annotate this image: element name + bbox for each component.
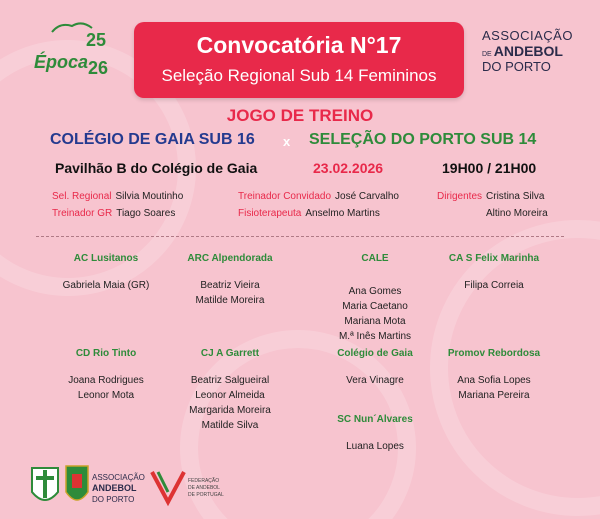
staff-name: Cristina Silva [486,191,545,202]
club-block [36,348,176,403]
versus-mark: x [283,134,291,149]
player-name: Luana Lopes [346,441,404,452]
club-name: CD Rio Tinto [75,348,137,359]
footer-fap-line1: FEDERAÇÃO [188,478,220,484]
player-name: Ana Sofia Lopes [457,375,531,386]
player-name: Ana Gomes [348,286,402,297]
staff-role: Dirigentes [437,191,483,202]
player-name: Joana Rodrigues [68,375,144,386]
player-name: Vera Vinagre [346,375,404,386]
association-crest-icon [66,466,88,500]
player-name: Matilde Moreira [195,295,265,306]
staff-name: José Carvalho [335,191,399,202]
match-date: 23.02.2026 [313,160,384,176]
divider [36,236,564,237]
footer-assoc-line3: DO PORTO [92,495,135,504]
club-name: CA S Felix Marinha [448,253,540,264]
staff-entry [238,208,380,219]
assoc-logo-line2: ANDEBOL [493,43,563,59]
staff-role: Fisioterapeuta [238,208,302,219]
staff-entry [437,191,544,202]
match-time: 19H00 / 21H00 [442,160,537,176]
club-name: ARC Alpendorada [187,253,273,264]
player-name: Margarida Moreira [189,405,271,416]
player-name: Leonor Almeida [195,390,265,401]
player-name: Maria Caetano [342,301,408,312]
club-name: Colégio de Gaia [337,348,413,359]
association-logo [482,28,582,72]
club-block [424,253,564,293]
player-name: Leonor Mota [77,390,135,401]
staff-entry [52,191,183,202]
club-name: AC Lusitanos [73,253,139,264]
header-banner [134,22,464,98]
player-name: Beatriz Salgueiral [190,375,270,386]
season-logo-word: Época [34,52,89,72]
player-name: Beatriz Vieira [200,280,260,291]
player-name: M.ª Inês Martins [338,331,412,342]
staff-entry [52,208,175,219]
staff-name: Tiago Soares [116,208,176,219]
season-logo-top: 25 [86,30,107,50]
club-block [160,348,300,433]
staff-name: Altino Moreira [486,208,548,219]
club-name: SC Nun´Alvares [337,414,413,425]
regional-team-crest-icon [32,468,58,500]
page-subtitle: Seleção Regional Sub 14 Femininos [161,66,437,85]
player-name: Gabriela Maia (GR) [62,280,150,291]
club-name: Promov Rebordosa [447,348,541,359]
staff-name: Anselmo Martins [305,208,380,219]
club-block [36,253,176,293]
page-title: Convocatória N°17 [196,32,402,58]
footer-fap-line3: DE PORTUGAL [188,492,224,498]
staff-role: Treinador Convidado [238,191,332,202]
staff-role: Sel. Regional [52,191,112,202]
staff-entry [486,208,548,219]
staff-role: Treinador GR [52,208,113,219]
club-name: CJ A Garrett [200,348,260,359]
team-b: SELEÇÃO DO PORTO SUB 14 [309,131,537,148]
club-block [160,253,300,308]
match-type: JOGO DE TREINO [226,106,374,125]
player-name: Mariana Pereira [458,390,530,401]
venue: Pavilhão B do Colégio de Gaia [55,160,258,176]
assoc-logo-line3: DO PORTO [482,59,551,74]
staff-entry [238,191,399,202]
season-logo-icon [32,18,116,78]
season-logo-bottom: 26 [88,58,109,78]
club-block [424,348,564,403]
team-a: COLÉGIO DE GAIA SUB 16 [50,131,255,148]
footer-logos [28,462,328,512]
staff-name: Silvia Moutinho [115,191,184,202]
player-name: Matilde Silva [201,420,259,431]
footer-fap-line2: DE ANDEBOL [188,485,220,491]
player-name: Mariana Mota [344,316,406,327]
federation-logo-icon [152,472,184,502]
footer-assoc-line1: ASSOCIAÇÃO [92,473,145,482]
assoc-logo-line1: ASSOCIAÇÃO [482,28,573,43]
assoc-logo-prefix: DE [482,51,492,58]
club-block [305,414,445,454]
footer-assoc-line2: ANDEBOL [92,483,137,493]
club-name: CALE [361,253,389,264]
player-name: Filipa Correia [464,280,524,291]
